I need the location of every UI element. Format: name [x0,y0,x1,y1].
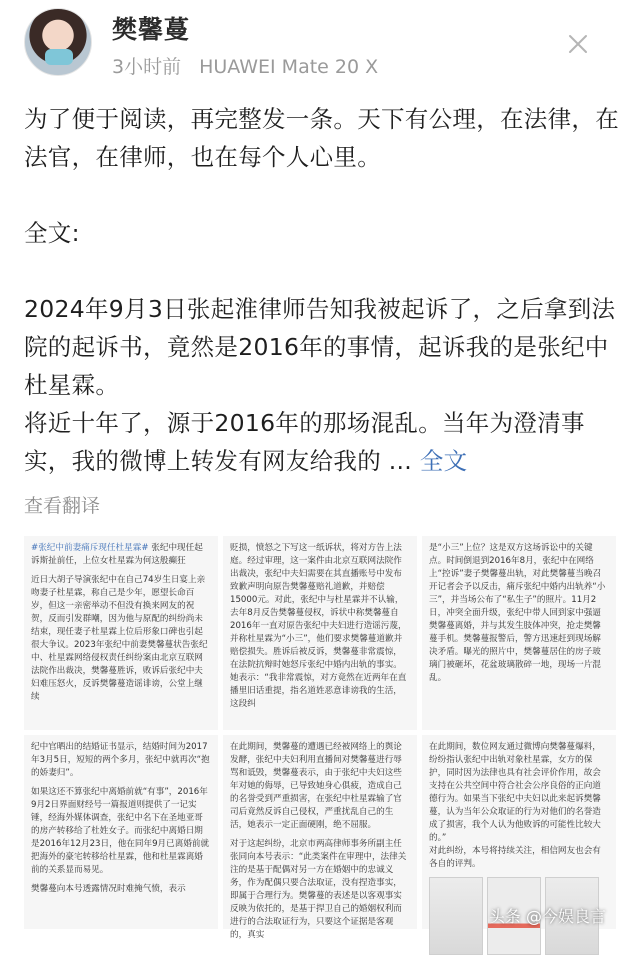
post-paragraph-1: 为了便于阅读，再完整发一条。天下有公理，在法律，在法官，在律师，也在每个人心里。 [24,105,619,171]
tile-1-intro: 张纪中现任起诉斯扯前任，上位女杜星霖为何这般癫狂 [31,543,203,566]
post-time: 3小时前 [112,56,182,78]
post-paragraph-4-text: 将近十年了，源于2016年的那场混乱。当年为澄清事实，我的微博上转发有网友给我的 ... [24,409,585,475]
post-meta [112,52,378,79]
document-thumbnail [429,877,483,955]
image-tile-4[interactable] [24,735,218,929]
image-tile-1[interactable] [24,536,218,730]
avatar-mask-detail [45,49,73,65]
tile-6-body-2: 对此纠纷，本号将持续关注，相信网友也会有各自的评判。 [429,846,601,869]
image-tile-6[interactable] [422,735,616,929]
tile-4-body: 纪中官晒出的结婚证书显示，结婚时间为2017年3月5日，短短的两个多月，张纪中就再次“抱的娇妻归”。 [31,742,210,778]
tile-1-text [31,542,211,568]
hashtag-link[interactable]: #张纪中前妻痛斥现任杜星霖# [31,543,149,553]
tile-5-body-2: 对于这起纠纷，北京市两高律师事务所副主任张同向本号表示：“此类案件在审理中，法律关注的是基于配偶对另一方在婚姻中的忠诚义务，作为配偶只要合法取证，没有捏造事实，即属于合理行为。樊馨蔓的表述是以客观事实反映为依托的，是基于捍卫自己的婚姻权利而进行的合法取证行为，只要这个证据是客观的，真实 [230,839,407,940]
tile-6-body: 在此期间，数位网友通过微博向樊馨蔓爆料，纷纷指认张纪中出轨对象杜星霖，女方的保护，同时因为法律也具有社会评价作用，故会支持在公共空间中符合社会公序良俗的正向道德行为。如果当下张纪中夫妇以此来起诉樊馨蔓，认为当年公众取证的行为对他们的名誉造成了损害，我个人认为他败诉的可能性比较大的。” [429,742,601,843]
post-paragraph-4 [24,404,624,480]
tile-4-body-3: 樊馨蔓向本号透露情况时难掩气愤，表示 [31,884,186,894]
image-tile-3[interactable] [422,536,616,730]
translate-link[interactable]: 查看翻译 [24,495,101,517]
expand-full-text-link[interactable]: 全文 [412,447,468,475]
image-tile-5[interactable] [223,735,417,940]
post-paragraph-3: 2024年9月3日张起淮律师告知我被起诉了，之后拿到法院的起诉书，竟然是2016年的事情，起诉我的是张纪中杜星霖。 [24,295,616,399]
avatar[interactable] [24,8,92,76]
image-tile-2[interactable] [223,536,417,730]
post-paragraph-2: 全文: [24,219,80,247]
tile-1-body: 近日大胡子导演张纪中在自己74岁生日宴上亲吻妻子杜星霖，称自己是少年，愿望长命百岁，但这一亲密举动不但没有换来网友的祝贺，反而引发群嘲，因为他与原配的纠纷尚未结束，现任妻子杜星霖上位后形象口碑也引起很大争议。2023年张纪中前妻樊馨蔓状告张纪中、杜星霖网络侵权责任纠纷案由北京互联网法院作出裁决，樊馨蔓胜诉，败诉后张纪中夫妇难压怒火，反诉樊馨蔓造谣诽谤，公堂上继续 [31,575,208,702]
author-name[interactable]: 樊馨蔓 [112,15,191,44]
tile-4-body-2: 如果这还不算张纪中离婚前就“有事”，2016年9月2日界面财经号一篇报道则提供了一记实锤，经海外媒体调查，张纪中名下在圣地亚哥的房产转移给了杜姓女子。而张纪中离婚日期是2016年12月23日，他在同年9月已离婚前就把海外的豪宅转移给杜星霖，他和杜星霖离婚前的关系显而易见。 [31,787,210,875]
post-header [0,0,640,90]
tile-3-body: 是“小三”上位？这是双方这场诉讼中的关键点。时间倒退到2016年8月，张纪中在网络上“控诉”妻子樊馨蔓出轨，对此樊馨蔓当晚召开记者会予以反击，痛斥张纪中婚内出轨养“小三”，并当场公布了“私生子”的照片。11月2日，冲突全面升级，张纪中带人回到家中强逼樊馨蔓离婚，并与其发生肢体冲突，抢走樊馨蔓手机。樊馨蔓报警后，警方迅速赶到现场解决矛盾。曝光的照片中，樊馨蔓居住的房子玻璃门被砸坏，花盆玻璃散碎一地，现场一片混乱。 [429,543,606,683]
post-body [24,100,624,480]
post-device: HUAWEI Mate 20 X [199,56,379,78]
watermark: 头条 @今娱良言 [488,907,606,926]
tile-2-body: 贬损，愤怒之下写这一纸诉状，将对方告上法庭。经过审理，这一案件由北京互联网法院作出裁决，张纪中夫妇需要在其直播账号中发布致歉声明向原告樊馨蔓赔礼道歉，并赔偿15000元。对此，张纪中与杜星霖并不认输，去年8月反告樊馨蔓侵权，诉状中称樊馨蔓自2016年一直对原告张纪中夫妇进行造谣污蔑，并称杜星霖为“小三”，他们要求樊馨蔓道歉并赔偿损失。胜诉后被反诉，樊馨蔓非常震惊，在法院抗辩时她怒斥张纪中婚内出轨的事实。她表示：“我非常震惊，对方竟然在近两年在直播里旧话重提，指名道姓恶意诽谤我的生活，这段纠 [230,543,407,709]
image-grid [24,536,616,940]
close-icon[interactable] [566,32,590,56]
tile-5-body: 在此期间，樊馨蔓的遭遇已经被网络上的舆论发酵，张纪中夫妇利用直播间对樊馨蔓进行辱骂和诋毁，樊馨蔓表示，由于张纪中夫妇这些年对她的侮辱，已导致她身心俱疲，造成自己的名誉受到严重损害，在张纪中杜星霖输了官司后竟然反诉自己侵权，严重扰乱自己的生活，她表示一定正面硬刚，绝不屈服。 [230,742,402,830]
